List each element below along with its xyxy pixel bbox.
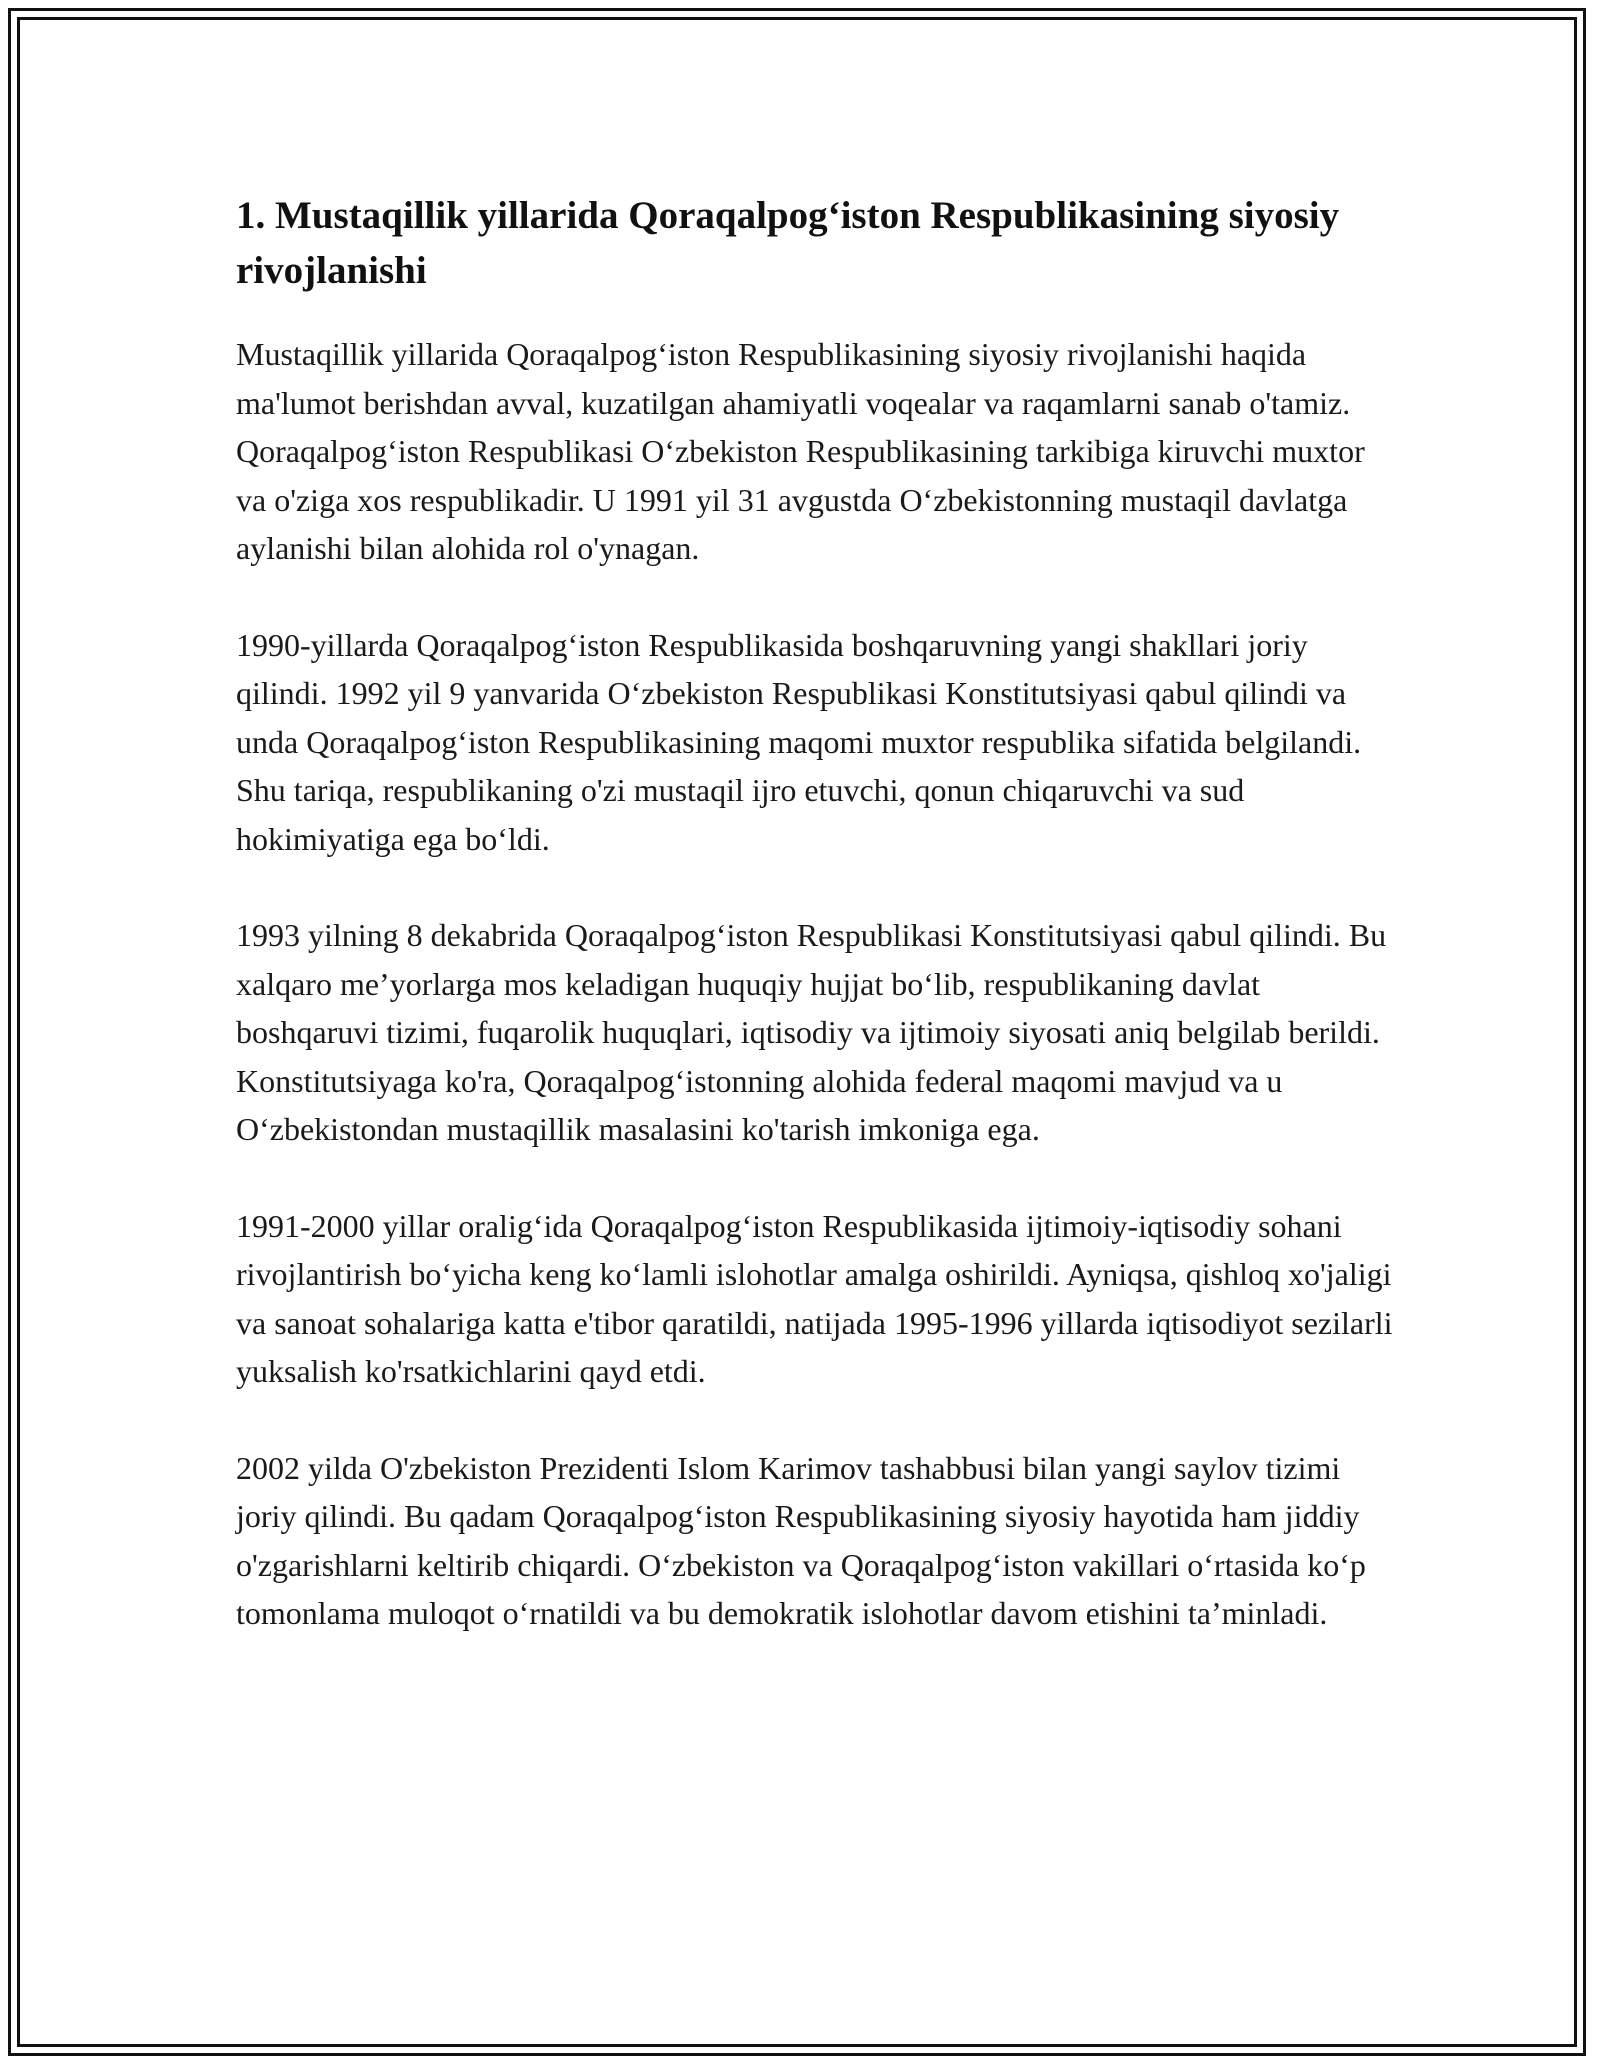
paragraph-5: 2002 yilda O'zbekiston Prezidenti Islom Karimov tashabbusi bilan yangi saylov tizimi joriy qilindi. Bu qadam Qoraqalpog‘iston Respublikasining siyosiy hayotida ham jiddiy o'zgarishlarni keltirib chiqardi. O‘zbekiston va Qoraqalpog‘iston vakillari o‘rtasida ko‘p tomonlama muloqot o‘rnatildi va bu demokratik islohotlar davom etishini ta’minladi. [236,1449,1366,1631]
paragraph-4: 1991-2000 yillar oralig‘ida Qoraqalpog‘iston Respublikasida ijtimoiy-iqtisodiy sohani rivojlantirish bo‘yicha keng ko‘lamli islohotlar amalga oshirildi. Ayniqsa, qishloq xo'jaligi va sanoat sohalariga katta e'tibor qaratildi, natijada 1995-1996 yillarda iqtisodiyot sezilarli yuksalish ko'rsatkichlarini qayd etdi. [236,1207,1393,1389]
document-body [236,188,1396,1686]
paragraph-1: Mustaqillik yillarida Qoraqalpog‘iston Respublikasining siyosiy rivojlanishi haqida ma'lumot berishdan avval, kuzatilgan ahamiyatli voqealar va raqamlarni sanab o'tamiz. Qoraqalpog‘iston Respublikasi O‘zbekiston Respublikasining tarkibiga kiruvchi muxtor va o'ziga xos respublikadir. U 1991 yil 31 avgustda O‘zbekistonning mustaqil davlatga aylanishi bilan alohida rol o'ynagan. [236,336,1365,566]
paragraph-3: 1993 yilning 8 dekabrida Qoraqalpog‘iston Respublikasi Konstitutsiyasi qabul qilindi. Bu xalqaro me’yorlarga mos keladigan huquqiy hujjat bo‘lib, respublikaning davlat boshqaruvi tizimi, fuqarolik huquqlari, iqtisodiy va ijtimoiy siyosati aniq belgilab berildi. Konstitutsiyaga ko'ra, Qoraqalpog‘istonning alohida federal maqomi mavjud va u O‘zbekistondan mustaqillik masalasini ko'tarish imkoniga ega. [236,917,1387,1147]
section-heading: 1. Mustaqillik yillarida Qoraqalpog‘iston Respublikasining siyosiy rivojlanishi [236,194,1340,292]
paragraph-2: 1990-yillarda Qoraqalpog‘iston Respublikasida boshqaruvning yangi shakllari joriy qilindi. 1992 yil 9 yanvarida O‘zbekiston Respublikasi Konstitutsiyasi qabul qilindi va unda Qoraqalpog‘iston Respublikasining maqomi muxtor respublika sifatida belgilandi. Shu tariqa, respublikaning o'zi mustaqil ijro etuvchi, qonun chiqaruvchi va sud hokimiyatiga ega bo‘ldi. [236,626,1362,857]
